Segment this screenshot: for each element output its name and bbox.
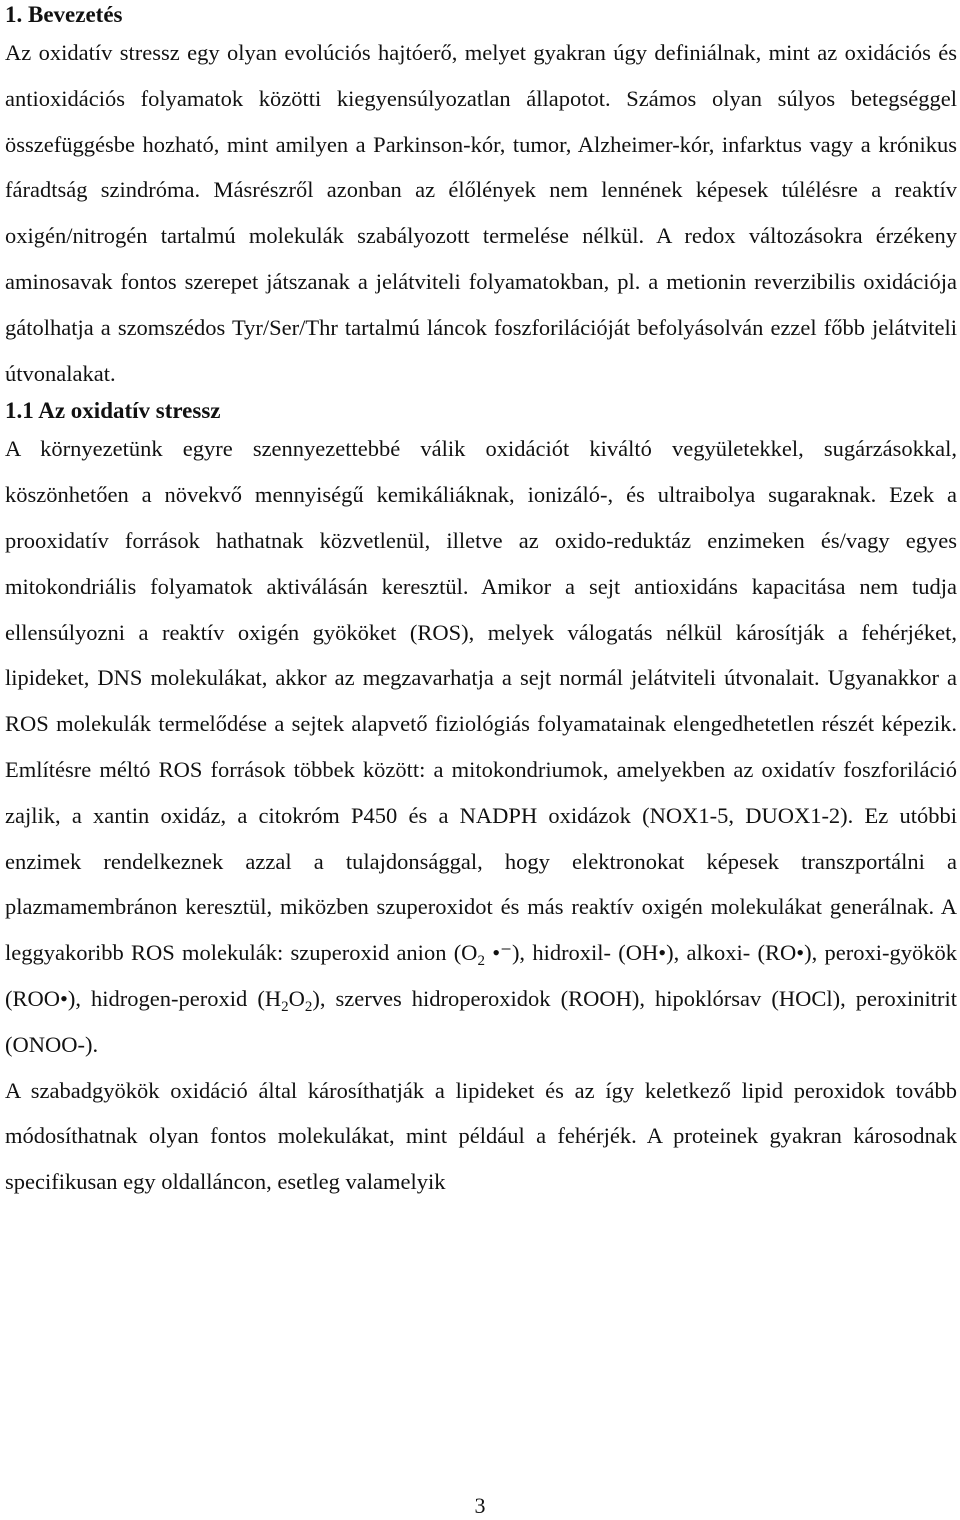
- page-number: 3: [474, 1493, 486, 1518]
- intro-paragraph: Az oxidatív stressz egy olyan evolúciós hajtóerő, melyet gyakran úgy definiálnak, mint az oxidációs és antioxidációs folyamatok közötti kiegyensúlyozatlan állapotot. Számos olyan súlyos betegséggel összefüggésbe hozható, mint amilyen a Parkinson-kór, tumor, Alzheimer-kór, infarktus vagy a krónikus fáradtság szindróma. Másrészről azonban az élőlények nem lennének képesek túlélésre a reaktív oxigén/nitrogén tartalmú molekulák szabályozott termelése nélkül. A redox változásokra érzékeny aminosavak fontos szerepet játszanak a jelátviteli folyamatokban, pl. a metionin reverzibilis oxidációja gátolhatja a szomszédos Tyr/Ser/Thr tartalmú láncok foszforilációját befolyásolván ezzel főbb jelátviteli útvonalakat.: [5, 40, 957, 386]
- ros-text-after-o2: •⁻), hidroxil- (OH•), alkoxi- (RO•), peroxi-gyökök (ROO•), hidrogen-peroxid (H: [5, 940, 957, 1011]
- h2-subscript: 2: [281, 998, 289, 1015]
- ros-text-end: ), szerves hidroperoxidok (ROOH), hipoklórsav (HOCl), peroxinitrit (ONOO-).: [5, 985, 957, 1057]
- o2-subscript: 2: [477, 953, 485, 970]
- ros-paragraph: [5, 426, 957, 1067]
- o2-peroxide-subscript: 2: [304, 998, 313, 1015]
- document-page: [5, 0, 957, 1205]
- lipid-paragraph: A szabadgyökök oxidáció által károsíthatják a lipideket és az így keletkező lipid peroxidok tovább módosíthatnak olyan fontos molekulákat, mint például a fehérjék. A proteinek gyakran károsodnak specifikusan egy oldalláncon, esetleg valamelyik: [5, 1077, 957, 1195]
- subsection-title: 1.1 Az oxidatív stressz: [5, 398, 221, 424]
- ros-text-main: A környezetünk egyre szennyezettebbé válik oxidációt kiváltó vegyületekkel, sugárzásokkal, köszönhetően a növekvő mennyiségű kemikáliáknak, ionizáló-, és ultraibolya sugaraknak. Ezek a prooxidatív források hathatnak közvetlenül, illetve az oxido-reduktáz enzimeken és/vagy egyes mitokondriális folyamatok aktiválásán keresztül. Amikor a sejt antioxidáns kapacitása nem tudja ellensúlyozni a reaktív oxigén gyököket (ROS), melyek válogatás nélkül károsítják a fehérjéket, lipideket, DNS molekulákat, akkor az megzavarhatja a sejt normál jelátviteli útvonalait. Ugyanakkor a ROS molekulák termelődése a sejtek alapvető fiziológiás folyamatainak elengedhetetlen részét képezik. Említésre méltó ROS források többek között: a mitokondriumok, amelyekben az oxidatív foszforiláció zajlik, a xantin oxidáz, a citokróm P450 és a NADPH oxidázok (NOX1-5, DUOX1-2). Ez utóbbi enzimek rendelkeznek azzal a tulajdonsággal, hogy elektronokat képesek transzportálni a plazmamembránon keresztül, miközben szuperoxidot és más reaktív oxigén molekulákat generálnak. A leggyakoribb ROS molekulák: szuperoxid anion (O: [5, 436, 957, 966]
- section-title: 1. Bevezetés: [5, 2, 123, 27]
- ros-text-o: O: [288, 985, 305, 1011]
